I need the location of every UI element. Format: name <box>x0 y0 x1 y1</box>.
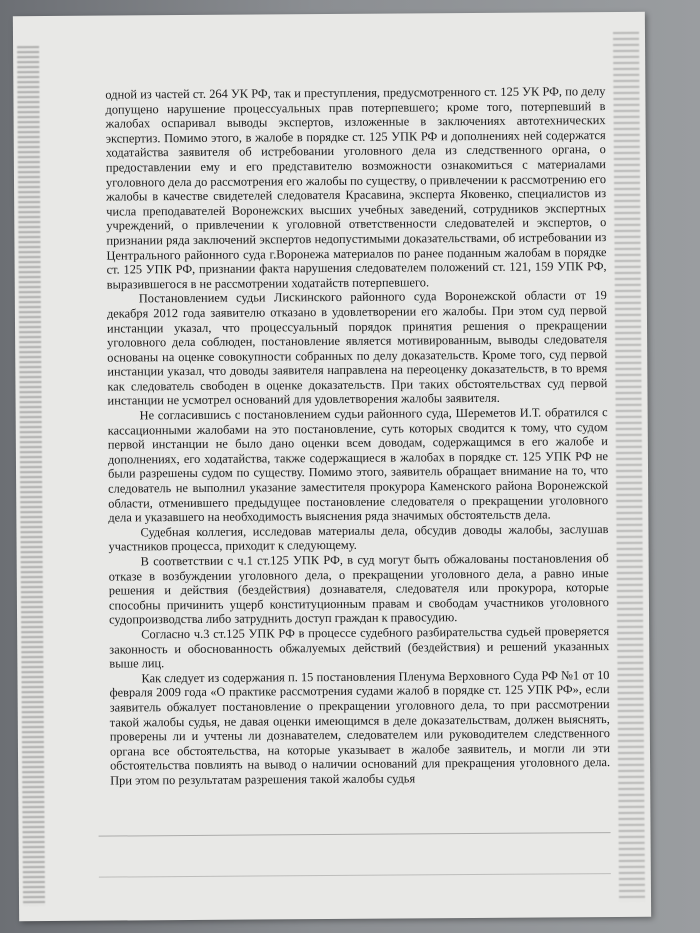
paragraph: Судебная коллегия, исследовав материалы дела, обсудив доводы жалобы, заслушав участников процесса, приходит к следующему. <box>108 521 609 554</box>
paragraph: одной из частей ст. 264 УК РФ, так и преступления, предусмотренного ст. 125 УК РФ, по делу допущено нарушение процессуальных прав потерпевшего; кроме того, потерпевший в жалобах оспаривал выводы экспертов, изложенные в заключениях автотехнических экспертиз. Помимо этого, в жалобе в порядке ст. 125 УПК РФ и дополнениях ней содержатся ходатайства заявителя об истребовании уголовного дела из следственного органа, о предоставлении ему и его представителю возможности ознакомиться с материалами уголовного дела до рассмотрения его жалобы по существу, о привлечении к рассмотрению его жалобы в качестве свидетелей следователя Красавина, эксперта Яковенко, специалистов из числа преподавателей Воронежских высших учебных заведений, сотрудников экспертных учреждений, о привлечении к уголовной ответственности следователей и экспертов, о признании ряда заключений экспертов недопустимыми доказательствами, об истребовании из Центрального районного суда г.Воронежа материалов по ранее поданным жалобам в порядке ст. 125 УПК РФ, признании факта нарушения следователем положений ст. 121, 159 УПК РФ, выразившегося в не рассмотрении ходатайств потерпевшего. <box>105 84 607 292</box>
paragraph: Согласно ч.3 ст.125 УПК РФ в процессе судебного разбирательства судьей проверяется законность и обоснованность обжалуемых действий (бездействия) и решений указанных выше лиц. <box>109 624 610 671</box>
paragraph: В соответствии с ч.1 ст.125 УПК РФ, в суд могут быть обжалованы постановления об отказе в возбуждении уголовного дела, о прекращении уголовного дела, а равно иные решения и действия (бездействия) дознавателя, следователя или прокурора, которые способны причинить ущерб конституционным правам и свободам участников уголовного судопроизводства либо затруднить доступ граждан к правосудию. <box>108 551 610 627</box>
document-body <box>105 84 610 788</box>
paragraph: Как следует из содержания п. 15 постановления Пленума Верховного Суда РФ №1 от 10 февраля 2009 года «О практике рассмотрения судами жалоб в порядке ст. 125 УПК РФ», если заявитель обжалует постановление о прекращении уголовного дела, то при рассмотрении такой жалобы судья, не давая оценки имеющимся в деле доказательствам, должен выяснять, проверены ли и учтены ли дознавателем, следователем или руководителем следственного органа все обстоятельства, на которые указывает в жалобе заявитель, и могли ли эти обстоятельства повлиять на вывод о наличии оснований для прекращения уголовного дела. При этом по результатам разрешения такой жалобы судья <box>109 667 611 788</box>
scan-artifact-right <box>613 32 645 902</box>
scan-artifact-left <box>17 46 45 906</box>
document-page <box>13 12 651 921</box>
bottom-rule-lines <box>99 832 611 878</box>
paragraph: Постановлением судьи Лискинского районного суда Воронежской области от 19 декабря 2012 года заявителю отказано в удовлетворении его жалобы. При этом суд первой инстанции указал, что процессуальный порядок принятия решения о прекращении уголовного дела соблюден, постановление является мотивированным, выводы следователя основаны на оценке совокупности собранных по делу доказательств. Кроме того, суд первой инстанции указал, что доводы заявителя направлена на переоценку доказательств, в то время как следователь свободен в оценке доказательств. При таких обстоятельствах суд первой инстанции не усмотрел оснований для удовлетворения жалобы заявителя. <box>106 288 608 409</box>
paragraph: Не согласившись с постановлением судьи районного суда, Шереметов И.Т. обратился с кассационными жалобами на это постановление, суть которых сводится к тому, что судом первой инстанции не было дано оценки всем доводам, содержащимся в его жалобе и дополнениях, его ходатайства, также содержащиеся в жалобах в порядке ст. 125 УПК РФ не были разрешены судом по существу. Помимо этого, заявитель обращает внимание на то, что следователь не выполнил указание заместителя прокурора Каменского района Воронежской области, отменившего предыдущее постановление следователя о прекращении уголовного дела и указавшего на необходимость выяснения ряда значимых обстоятельств дела. <box>107 405 609 525</box>
